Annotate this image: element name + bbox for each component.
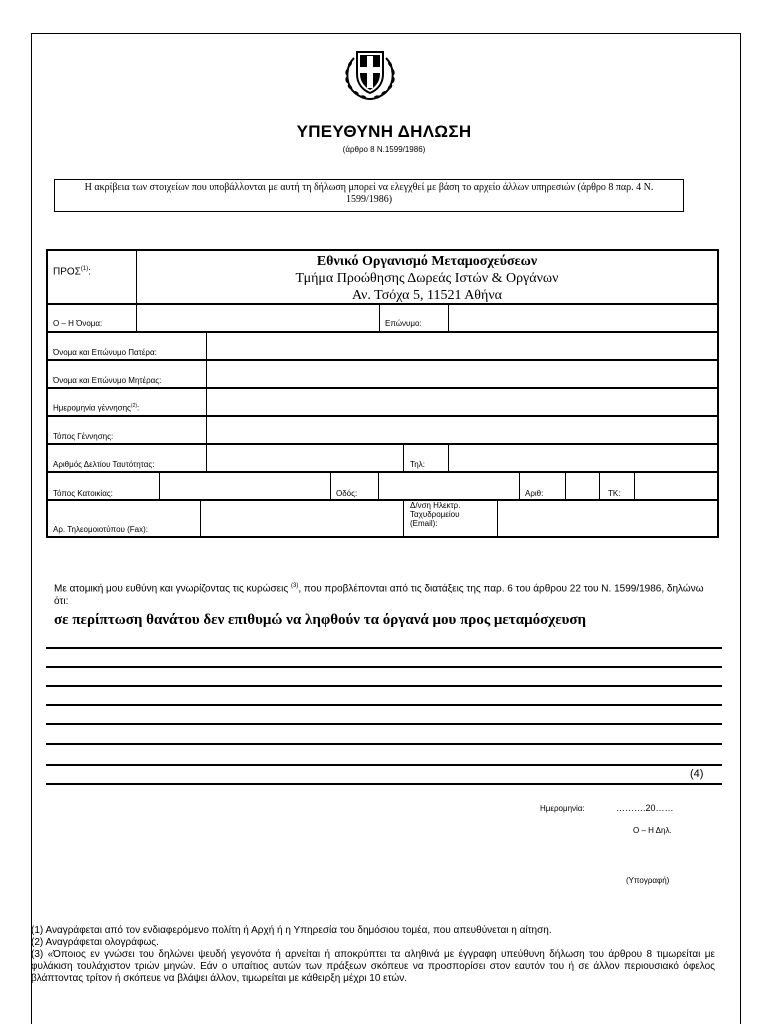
father-row <box>48 333 717 361</box>
footnote-1: (1) Αναγράφεται από τον ενδιαφερόμενο πολίτη ή Αρχή ή η Υπηρεσία του δημόσιου τομέα, που απευθύνεται η αίτηση. <box>31 925 552 936</box>
birthdate-field[interactable] <box>207 389 717 415</box>
email-label: Δ/νση Ηλεκτρ. Ταχυδρομείου (Email): <box>410 501 461 528</box>
birthplace-field[interactable] <box>207 417 717 443</box>
recipient-label: ΠΡΟΣ$^{(1)}$: <box>53 266 91 278</box>
recipient-row <box>48 251 717 305</box>
date-field[interactable]: ……….20…… <box>616 803 674 813</box>
email-field[interactable] <box>498 501 717 536</box>
coat-of-arms-emblem <box>340 44 400 102</box>
mother-name-field[interactable] <box>207 361 717 387</box>
mother-row <box>48 361 717 389</box>
writing-line <box>46 764 722 766</box>
declaration-statement[interactable]: σε περίπτωση θανάτου δεν επιθυμώ να ληφθούν τα όργανά μου προς μεταμόσχευση <box>54 612 587 628</box>
date-label: Ημερομηνία: <box>540 804 585 813</box>
father-name-label: Όνομα και Επώνυμο Πατέρα: <box>53 348 157 357</box>
birthdate-label: Ημερομηνία γέννησης$^{(2)}$: <box>53 403 140 413</box>
residence-row <box>48 473 717 501</box>
document-title: ΥΠΕΥΘΥΝΗ ΔΗΛΩΣΗ <box>296 122 472 141</box>
id-number-field[interactable] <box>207 445 403 471</box>
signature-label: (Υπογραφή) <box>626 876 670 885</box>
recipient-street: Αν. Τσόχα 5, 11521 Αθήνα <box>351 288 503 303</box>
phone-field[interactable] <box>449 445 717 471</box>
writing-line <box>46 704 722 706</box>
surname-field[interactable] <box>449 305 717 331</box>
personal-details-form <box>46 249 719 538</box>
street-label: Οδός: <box>336 489 358 498</box>
fax-field[interactable] <box>201 501 403 536</box>
declaration-intro: Με ατομική μου ευθύνη και γνωρίζοντας τις κυρώσεις $^{(3)}$, που προβλέπονται από τις διατάξεις της παρ. 6 του άρθρου 22 του Ν. 1599/1986, δηλώνω ότι: <box>54 583 704 608</box>
footnotes <box>31 925 715 985</box>
father-name-field[interactable] <box>207 333 717 359</box>
name-row <box>48 305 717 333</box>
declarant-label: Ο – Η Δηλ. <box>633 826 672 835</box>
fax-label: Αρ. Τηλεομοιοτύπου (Fax): <box>53 525 148 534</box>
residence-label: Τόπος Κατοικίας: <box>53 489 113 498</box>
recipient-organization: Εθνικό Οργανισμό Μεταμοσχεύσεων <box>316 254 538 269</box>
fax-email-row <box>48 501 717 536</box>
mother-name-label: Όνομα και Επώνυμο Μητέρας: <box>53 376 162 385</box>
document-subtitle: (άρθρο 8 Ν.1599/1986) <box>342 145 426 154</box>
footnote-3: (3) «Όποιος εν γνώσει του δηλώνει ψευδή γεγονότα ή αρνείται ή αποκρύπτει τα αληθινά με έγγραφη υπεύθυνη δήλωση του άρθρου 8 τιμωρείται με φυλάκιση τουλάχιστον τριών μηνών. Εάν ο υπαίτιος αυτών των πράξεων σκόπευε να προσπορίσει στον εαυτόν του ή σε άλλον περιουσιακό όφελος βλάπτοντας τρίτον ή σκόπευε να βλάψει άλλον, τιμωρείται με κάθειρξη μέχρι 10 ετών. <box>31 949 715 984</box>
footnote-reference-4: (4) <box>690 768 704 780</box>
first-name-field[interactable] <box>137 305 379 331</box>
surname-label: Επώνυμο: <box>385 319 422 328</box>
first-name-label: Ο – Η Όνομα: <box>53 319 103 328</box>
birthplace-row <box>48 417 717 445</box>
id-phone-row <box>48 445 717 473</box>
street-number-label: Αριθ: <box>525 489 544 498</box>
residence-field[interactable] <box>160 473 330 499</box>
postcode-field[interactable] <box>635 473 717 499</box>
writing-line <box>46 685 722 687</box>
recipient-department: Τμήμα Προώθησης Δωρεάς Ιστών & Οργάνων <box>295 271 559 286</box>
street-number-field[interactable] <box>566 473 599 499</box>
recipient-address <box>138 253 716 304</box>
postcode-label: ΤΚ: <box>608 489 621 498</box>
writing-line <box>46 743 722 745</box>
street-field[interactable] <box>379 473 519 499</box>
phone-label: Τηλ: <box>410 460 425 469</box>
birthdate-row <box>48 389 717 417</box>
writing-line <box>46 647 722 649</box>
writing-line <box>46 723 722 725</box>
writing-line <box>46 783 722 785</box>
footnote-2: (2) Αναγράφεται ολογράφως. <box>31 937 159 948</box>
id-number-label: Αριθμός Δελτίου Ταυτότητας: <box>53 460 155 469</box>
birthplace-label: Τόπος Γέννησης: <box>53 432 114 441</box>
accuracy-notice: Η ακρίβεια των στοιχείων που υποβάλλονται με αυτή τη δήλωση μπορεί να ελεγχθεί με βάση το αρχείο άλλων υπηρεσιών (άρθρο 8 παρ. 4 Ν. 1599/1986) <box>54 179 684 212</box>
writing-line <box>46 666 722 668</box>
